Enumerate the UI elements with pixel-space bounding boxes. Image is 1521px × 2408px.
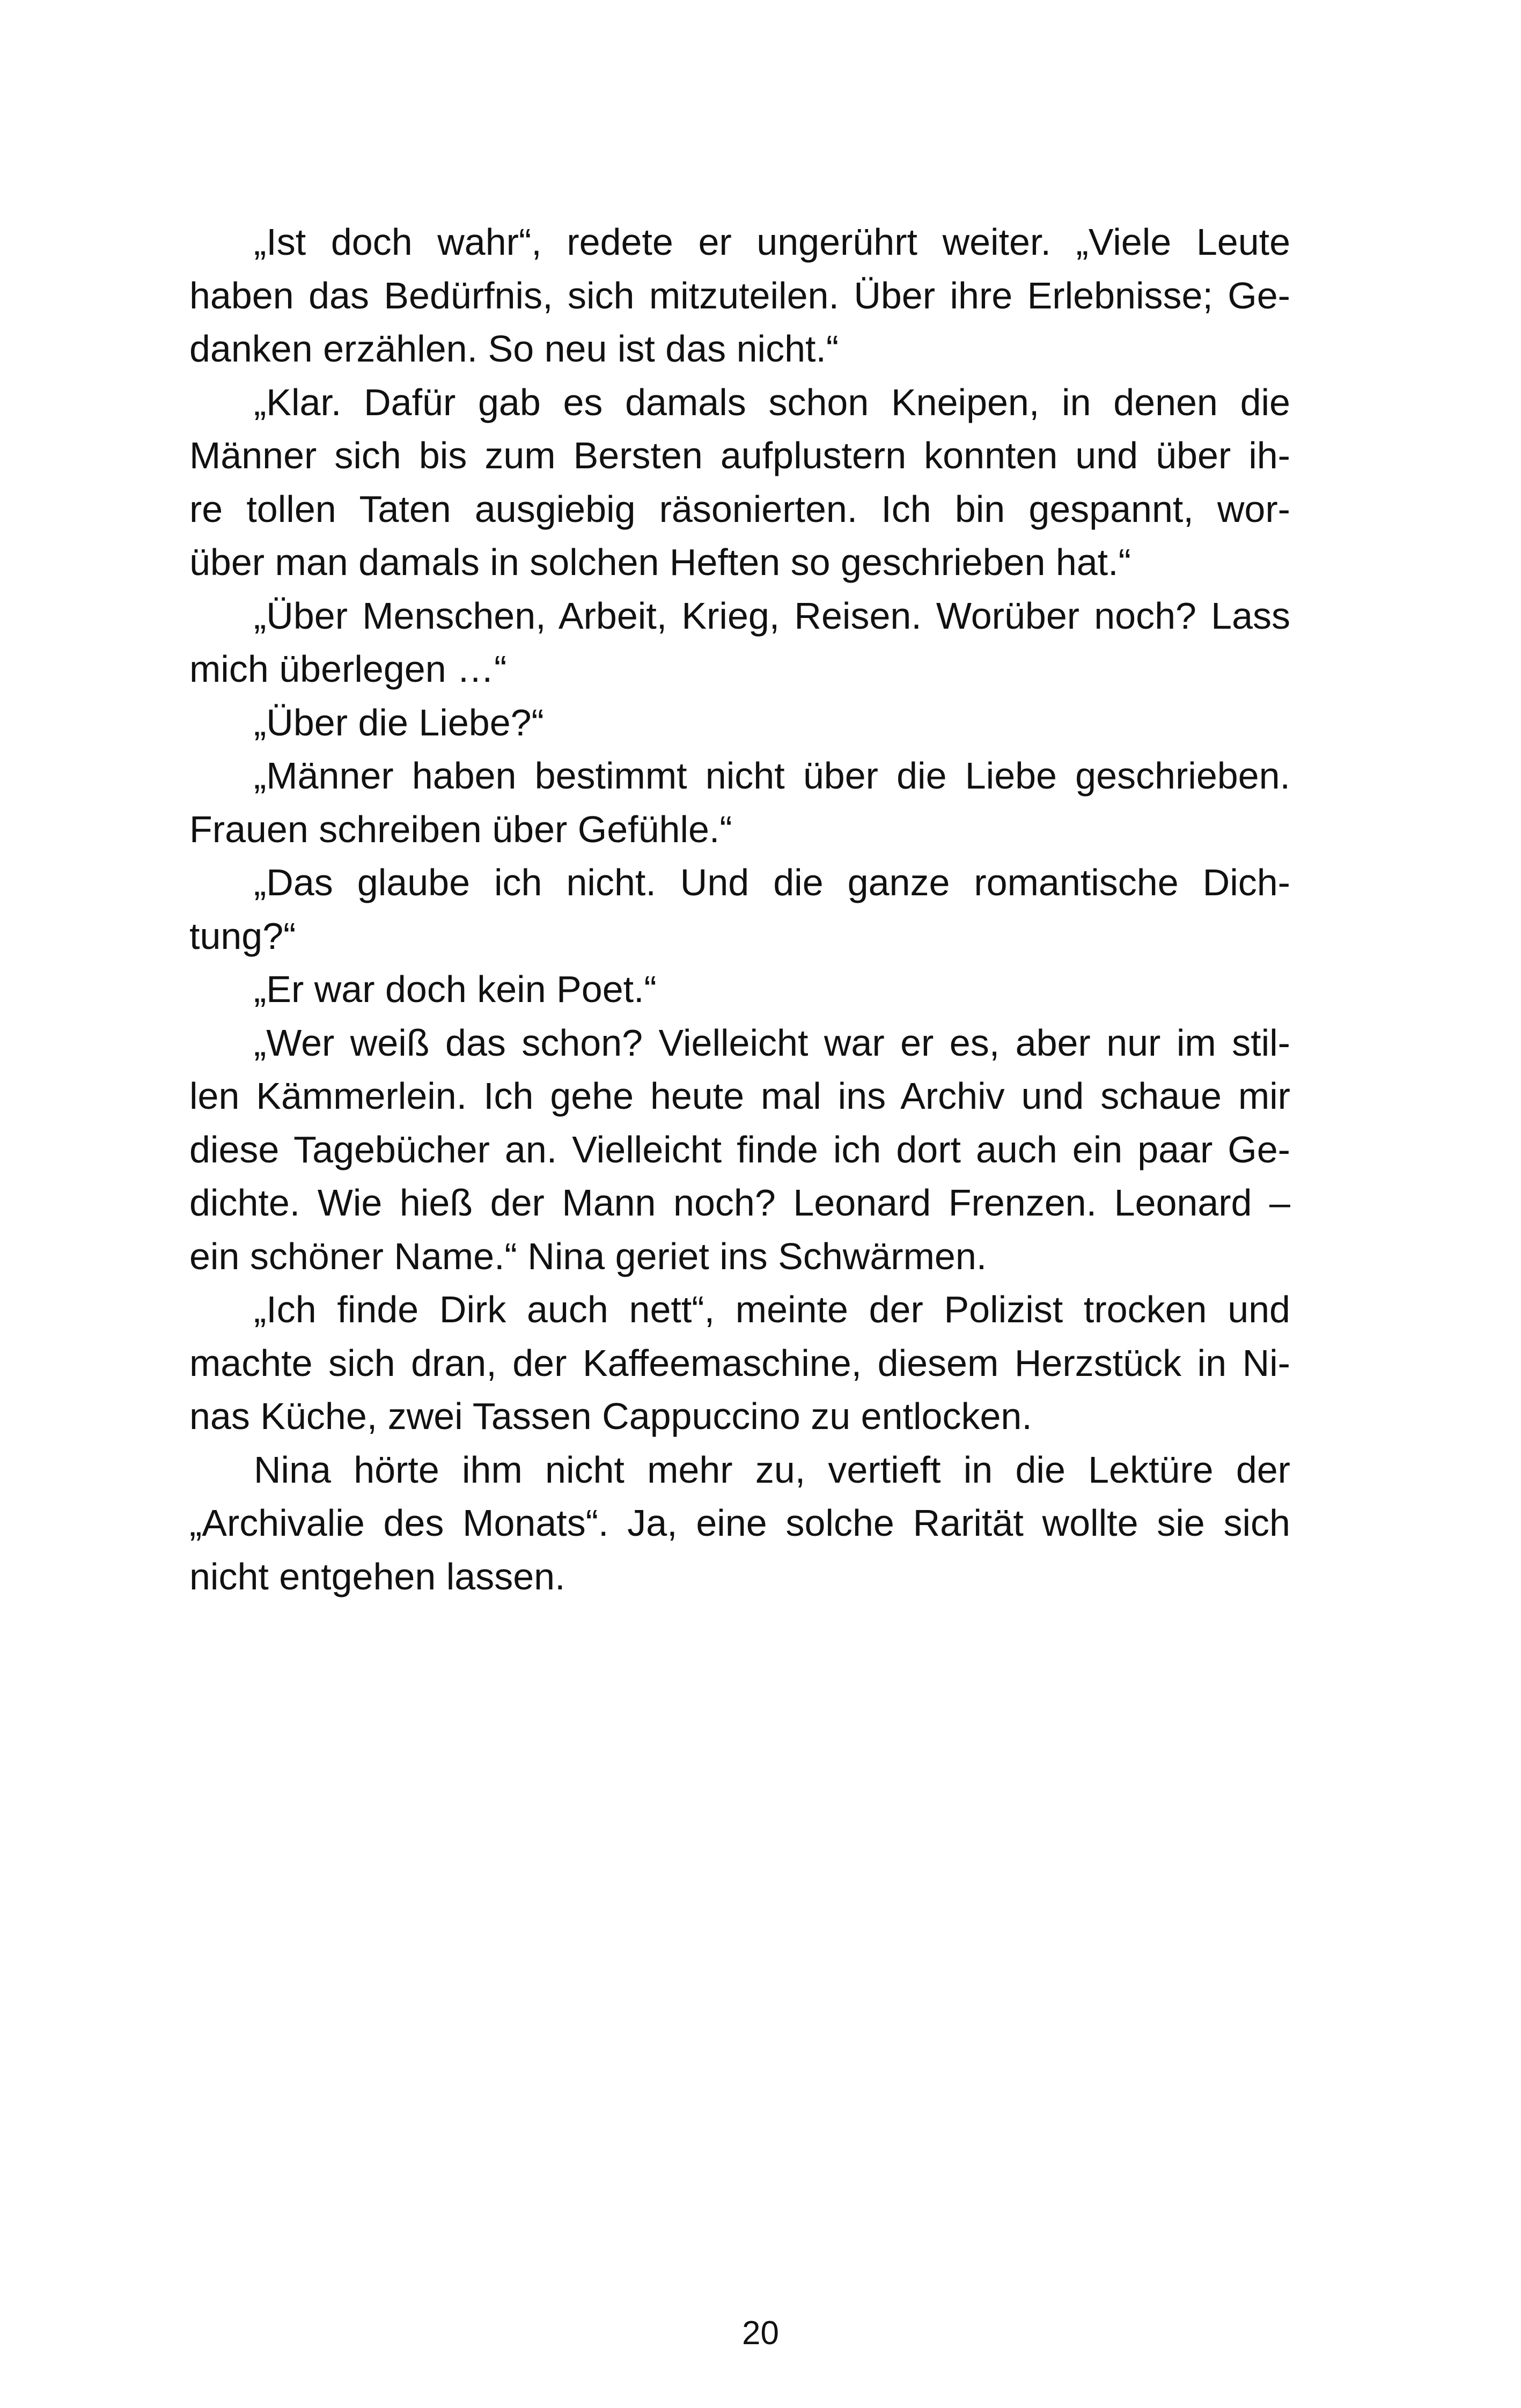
text-line: diese Tagebücher an. Vielleicht finde ich dort auch ein paar Ge- bbox=[189, 1128, 1290, 1170]
text-line: len Kämmerlein. Ich gehe heute mal ins Archiv und schaue mir bbox=[189, 1075, 1290, 1117]
text-line: danken erzählen. So neu ist das nicht.“ bbox=[189, 328, 839, 370]
text-line: nas Küche, zwei Tassen Cappuccino zu entlocken. bbox=[189, 1395, 1032, 1437]
text-line: tung?“ bbox=[189, 915, 296, 957]
text-line: dichte. Wie hieß der Mann noch? Leonard Frenzen. Leonard – bbox=[189, 1182, 1290, 1224]
text-line: „Archivalie des Monats“. Ja, eine solche Rarität wollte sie sich bbox=[189, 1502, 1290, 1544]
text-line: mich überlegen …“ bbox=[189, 648, 507, 690]
text-line: „Über die Liebe?“ bbox=[254, 701, 544, 743]
text-line: „Männer haben bestimmt nicht über die Liebe geschrieben. bbox=[254, 755, 1290, 797]
text-line: haben das Bedürfnis, sich mitzuteilen. Über ihre Erlebnisse; Ge- bbox=[189, 274, 1290, 316]
text-line: über man damals in solchen Heften so geschrieben hat.“ bbox=[189, 541, 1131, 583]
text-line: ein schöner Name.“ Nina geriet ins Schwärmen. bbox=[189, 1235, 987, 1277]
text-line: machte sich dran, der Kaffeemaschine, diesem Herzstück in Ni- bbox=[189, 1342, 1290, 1384]
text-line: re tollen Taten ausgiebig räsonierten. Ich bin gespannt, wor- bbox=[189, 488, 1290, 530]
page-number: 20 bbox=[742, 2315, 779, 2352]
text-line: Männer sich bis zum Bersten aufplustern konnten und über ih- bbox=[189, 435, 1290, 476]
text-line: „Über Menschen, Arbeit, Krieg, Reisen. Worüber noch? Lass bbox=[254, 594, 1290, 637]
text-line: „Wer weiß das schon? Vielleicht war er es, aber nur im stil- bbox=[254, 1021, 1290, 1064]
body-text bbox=[189, 216, 1290, 1603]
text-line: „Er war doch kein Poet.“ bbox=[254, 968, 657, 1010]
text-line: „Das glaube ich nicht. Und die ganze romantische Dich- bbox=[254, 861, 1290, 903]
text-line: nicht entgehen lassen. bbox=[189, 1555, 565, 1597]
text-line: Frauen schreiben über Gefühle.“ bbox=[189, 808, 732, 850]
text-line: „Klar. Dafür gab es damals schon Kneipen, in denen die bbox=[254, 381, 1290, 423]
text-line: „Ist doch wahr“, redete er ungerührt weiter. „Viele Leute bbox=[254, 221, 1290, 263]
text-line: „Ich finde Dirk auch nett“, meinte der Polizist trocken und bbox=[254, 1288, 1290, 1330]
text-line: Nina hörte ihm nicht mehr zu, vertieft in die Lektüre der bbox=[254, 1448, 1290, 1491]
